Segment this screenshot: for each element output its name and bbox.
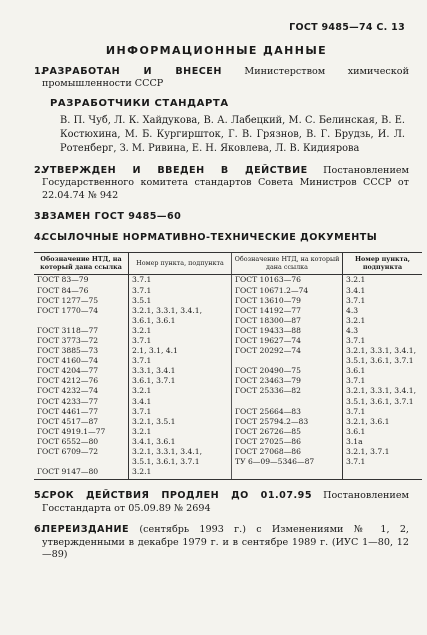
table-cell: 3.7.1 (343, 336, 423, 346)
section-1 (24, 66, 409, 91)
table-row (34, 296, 422, 306)
table-cell: 3.6.1 (343, 366, 423, 376)
table-row (34, 275, 422, 286)
section-5-text: Постановлением Госстандарта от 05.09.89 № 2694 (42, 490, 409, 514)
section-4 (24, 232, 409, 244)
table-row (34, 386, 422, 396)
section-1-number: 1. (34, 66, 45, 77)
page-title: ИНФОРМАЦИОННЫЕ ДАННЫЕ (105, 44, 328, 57)
table-cell: ГОСТ 19433—88 (232, 326, 343, 336)
table-cell: 3.1а (343, 437, 423, 447)
table-cell: 3.2.1, 3.3.1, 3.4.1, (343, 386, 423, 396)
section-2 (24, 165, 409, 202)
table-cell: ГОСТ 13610—79 (232, 296, 343, 306)
table-cell: 2.1, 3.1, 4.1 (129, 346, 232, 356)
table-row (34, 376, 422, 386)
table-cell: 3.5.1, 3.6.1, 3.7.1 (343, 397, 423, 407)
section-2-text: Постановлением Государственного комитета стандартов Совета Министров СССР от 22.04.74 № 942 (42, 164, 409, 201)
table-cell: ГОСТ 20292—74 (232, 346, 343, 356)
table-cell: 3.7.1 (343, 376, 423, 386)
table-cell: 3.3.1, 3.4.1 (129, 366, 232, 376)
table-header-cell: Номер пункта, подпункта (129, 252, 232, 275)
section-6 (24, 524, 409, 561)
table-cell: ГОСТ 23463—79 (232, 376, 343, 386)
table-cell: 3.6.1, 3.7.1 (129, 376, 232, 386)
table-cell: ГОСТ 9147—80 (34, 467, 129, 480)
table-row (34, 366, 422, 376)
section-3 (24, 211, 409, 223)
table-body (34, 275, 422, 480)
table-row (34, 316, 422, 326)
table-header-cell: Обозначение НТД, на который дана ссылка (34, 252, 129, 275)
table-cell: ГОСТ 6709—72 (37, 447, 99, 457)
table-cell: 4.3 (343, 306, 423, 316)
table-header-row (34, 252, 422, 275)
table-cell: 3.2.1 (343, 275, 423, 286)
table-cell (232, 356, 343, 366)
table-cell: ГОСТ 19627—74 (232, 336, 343, 346)
table-cell: ГОСТ 25664—83 (232, 407, 343, 417)
table-cell: 3.7.1 (129, 286, 232, 296)
table-row (34, 326, 422, 336)
table-cell: ГОСТ 6552—80 (37, 436, 99, 446)
table-cell: ГОСТ 1277—75 (37, 295, 99, 305)
table-row (34, 407, 422, 417)
table-cell: 3.2.1, 3.3.1, 3.4.1, (343, 346, 423, 356)
table-row (34, 437, 422, 447)
section-6-text: (сентябрь 1993 г.) с Изменениями № 1, 2, утвержденными в декабре 1979 г. и в сентябре 1989 г. (ИУС 1—80, 12—89) (42, 524, 409, 560)
table-cell: ГОСТ 84—76 (37, 285, 89, 295)
table-cell: 3.7.1 (343, 296, 423, 306)
table-row (34, 397, 422, 407)
section-1-text: Министерством химической промышленности СССР (42, 66, 409, 90)
table-cell: ГОСТ 4517—87 (37, 416, 99, 426)
table-cell: 3.2.1 (129, 427, 232, 437)
table-row (34, 447, 422, 457)
table-cell: 3.4.1 (129, 397, 232, 407)
table-cell (343, 467, 423, 480)
table-cell: 3.7.1 (129, 407, 232, 417)
section-3-number: 3. (34, 211, 45, 223)
table-cell: 3.5.1, 3.6.1, 3.7.1 (129, 457, 232, 467)
table-cell: ГОСТ 20490—75 (232, 366, 343, 376)
table-cell (34, 457, 129, 467)
table-cell: 3.5.1 (129, 296, 232, 306)
references-table (34, 252, 422, 480)
table-row (34, 356, 422, 366)
section-5-number: 5. (34, 490, 45, 502)
table-cell: 3.2.1 (129, 386, 232, 396)
table-header-cell: Номер пункта, подпункта (343, 252, 423, 275)
section-6-heading: ПЕРЕИЗДАНИЕ (42, 524, 130, 536)
table-cell: ГОСТ 4233—77 (37, 396, 99, 406)
section-2-number: 2. (34, 164, 45, 176)
table-row (34, 286, 422, 296)
section-5-heading: СРОК ДЕЙСТВИЯ ПРОДЛЕН ДО 01.07.95 (42, 490, 313, 502)
table-cell: ГОСТ 18300—87 (232, 316, 343, 326)
table-row (34, 336, 422, 346)
table-cell: 3.2.1, 3.7.1 (343, 447, 423, 457)
page-header: ГОСТ 9485—74 С. 13 (289, 22, 405, 33)
table-cell (232, 397, 343, 407)
table-cell: 3.7.1 (129, 336, 232, 346)
table-cell: ГОСТ 3118—77 (37, 325, 99, 335)
table-cell: 4.3 (343, 326, 423, 336)
section-1-heading: РАЗРАБОТАН И ВНЕСЕН (42, 66, 222, 77)
table-row (34, 306, 422, 316)
table-cell: 3.7.1 (343, 457, 423, 467)
section-2-heading: УТВЕРЖДЕН И ВВЕДЕН В ДЕЙСТВИЕ (42, 164, 308, 176)
table-row (34, 457, 422, 467)
table-cell: ГОСТ 4232—74 (37, 386, 99, 396)
table-cell: ГОСТ 1770—74 (37, 305, 99, 315)
table-row (34, 346, 422, 356)
table-cell: ГОСТ 4461—77 (37, 406, 99, 416)
table-cell: ГОСТ 4212—76 (37, 376, 99, 386)
section-3-heading: ВЗАМЕН ГОСТ 9485—60 (42, 211, 182, 223)
table-cell: 3.2.1 (129, 326, 232, 336)
table-cell: 3.2.1, 3.3.1, 3.4.1, (129, 306, 232, 316)
table-cell: ГОСТ 83—79 (37, 275, 89, 285)
table-cell: ГОСТ 4919.1—77 (37, 426, 106, 436)
table-cell: 3.2.1, 3.3.1, 3.4.1, (129, 447, 232, 457)
table-cell: 3.2.1 (343, 316, 423, 326)
section-4-heading: ССЫЛОЧНЫЕ НОРМАТИВНО-ТЕХНИЧЕСКИЕ ДОКУМЕНТЫ (42, 232, 378, 244)
table-cell: 3.6.1, 3.6.1 (129, 316, 232, 326)
table-cell: 3.5.1, 3.6.1, 3.7.1 (343, 356, 423, 366)
section-6-number: 6. (34, 524, 45, 536)
table-cell: ГОСТ 4204—77 (37, 366, 99, 376)
table-cell: 3.4.1 (343, 286, 423, 296)
table-cell: ГОСТ 10671.2—74 (232, 286, 343, 296)
section-4-number: 4. (34, 232, 45, 244)
table-cell: 3.7.1 (129, 275, 232, 286)
table-cell: ГОСТ 10163—76 (232, 275, 343, 286)
table-cell: ГОСТ 26726—85 (232, 427, 343, 437)
table-cell (34, 316, 129, 326)
table-cell: ГОСТ 25794.2—83 (232, 417, 343, 427)
table-cell: ГОСТ 3885—73 (37, 346, 99, 356)
table-row (34, 417, 422, 427)
section-5 (24, 490, 409, 515)
table-cell: ТУ 6—09—5346—87 (232, 457, 343, 467)
table-cell: 3.7.1 (343, 407, 423, 417)
table-cell: ГОСТ 27068—86 (232, 447, 343, 457)
table-cell: 3.2.1, 3.6.1 (343, 417, 423, 427)
developers-list: В. П. Чуб, Л. К. Хайдукова, В. А. Лабецкий, М. С. Белинская, В. Е. Костюхина, М. Б. Кургиршток, Г. В. Грязнов, В. Г. Брудзь, И. Л. Ротенберг, З. М. Ривина, Е. Н. Яковлева, Л. В. Кидиярова (60, 114, 405, 154)
table-cell: ГОСТ 25336—82 (232, 386, 343, 396)
table-cell: 3.2.1 (129, 467, 232, 480)
table-cell: 3.4.1, 3.6.1 (129, 437, 232, 447)
table-cell (232, 467, 343, 480)
table-header-cell: Обозначение НТД, на который дана ссылка (232, 252, 343, 275)
table-cell: 3.6.1 (343, 427, 423, 437)
table-row (34, 427, 422, 437)
table-row (34, 467, 422, 480)
table-cell: 3.7.1 (129, 356, 232, 366)
table-cell: ГОСТ 27025—86 (232, 437, 343, 447)
developers-heading: РАЗРАБОТЧИКИ СТАНДАРТА (50, 97, 229, 109)
table-cell: ГОСТ 4160—74 (37, 356, 99, 366)
table-cell: ГОСТ 3773—72 (37, 336, 99, 345)
table-cell: 3.2.1, 3.5.1 (129, 417, 232, 427)
table-cell: ГОСТ 14192—77 (232, 306, 343, 316)
